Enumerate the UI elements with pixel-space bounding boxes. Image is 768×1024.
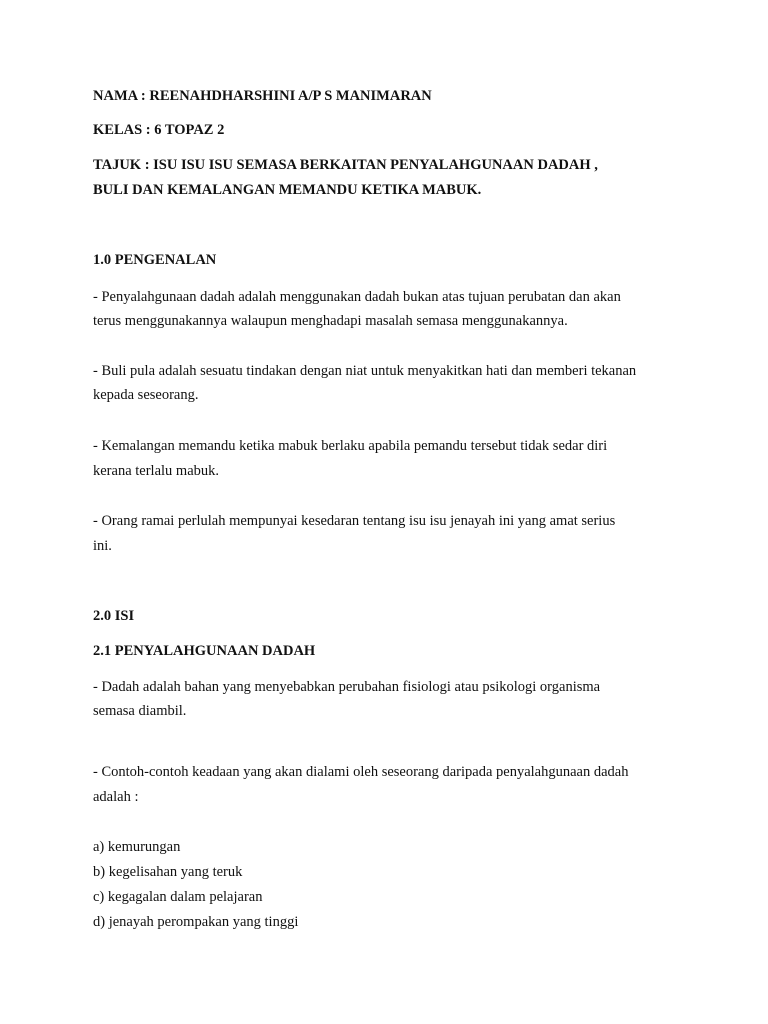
intro-paragraph-1-line-1: - Penyalahgunaan dadah adalah menggunakan dadah bukan atas tujuan perubatan dan akan: [93, 289, 621, 305]
intro-paragraph-2-line-1: - Buli pula adalah sesuatu tindakan dengan niat untuk menyakitkan hati dan memberi tekanan: [93, 363, 637, 379]
body-paragraph-2-line-2: adalah :: [93, 789, 139, 805]
section-2-heading: 2.0 ISI: [93, 608, 135, 624]
student-class: KELAS : 6 TOPAZ 2: [93, 122, 225, 138]
student-name: NAMA : REENAHDHARSHINI A/P S MANIMARAN: [93, 88, 432, 104]
section-1-heading: 1.0 PENGENALAN: [93, 252, 217, 268]
title-line-2: BULI DAN KEMALANGAN MEMANDU KETIKA MABUK.: [93, 182, 482, 198]
intro-paragraph-4-line-1: - Orang ramai perlulah mempunyai kesedaran tentang isu isu jenayah ini yang amat serius: [93, 513, 616, 529]
section-2-1-heading: 2.1 PENYALAHGUNAAN DADAH: [93, 643, 316, 659]
list-item: d) jenayah perompakan yang tinggi: [93, 914, 299, 930]
list-item: a) kemurungan: [93, 839, 181, 855]
body-paragraph-2-line-1: - Contoh-contoh keadaan yang akan dialami oleh seseorang daripada penyalahgunaan dadah: [93, 764, 629, 780]
body-paragraph-1-line-2: semasa diambil.: [93, 703, 187, 719]
intro-paragraph-3-line-1: - Kemalangan memandu ketika mabuk berlaku apabila pemandu tersebut tidak sedar diri: [93, 438, 608, 454]
list-item: b) kegelisahan yang teruk: [93, 864, 243, 880]
title-line-1: TAJUK : ISU ISU ISU SEMASA BERKAITAN PENYALAHGUNAAN DADAH ,: [93, 157, 598, 173]
body-paragraph-1-line-1: - Dadah adalah bahan yang menyebabkan perubahan fisiologi atau psikologi organisma: [93, 679, 601, 695]
intro-paragraph-2-line-2: kepada seseorang.: [93, 387, 199, 403]
intro-paragraph-3-line-2: kerana terlalu mabuk.: [93, 463, 220, 479]
intro-paragraph-1-line-2: terus menggunakannya walaupun menghadapi masalah semasa menggunakannya.: [93, 313, 568, 329]
intro-paragraph-4-line-2: ini.: [93, 538, 112, 554]
list-item: c) kegagalan dalam pelajaran: [93, 889, 263, 905]
